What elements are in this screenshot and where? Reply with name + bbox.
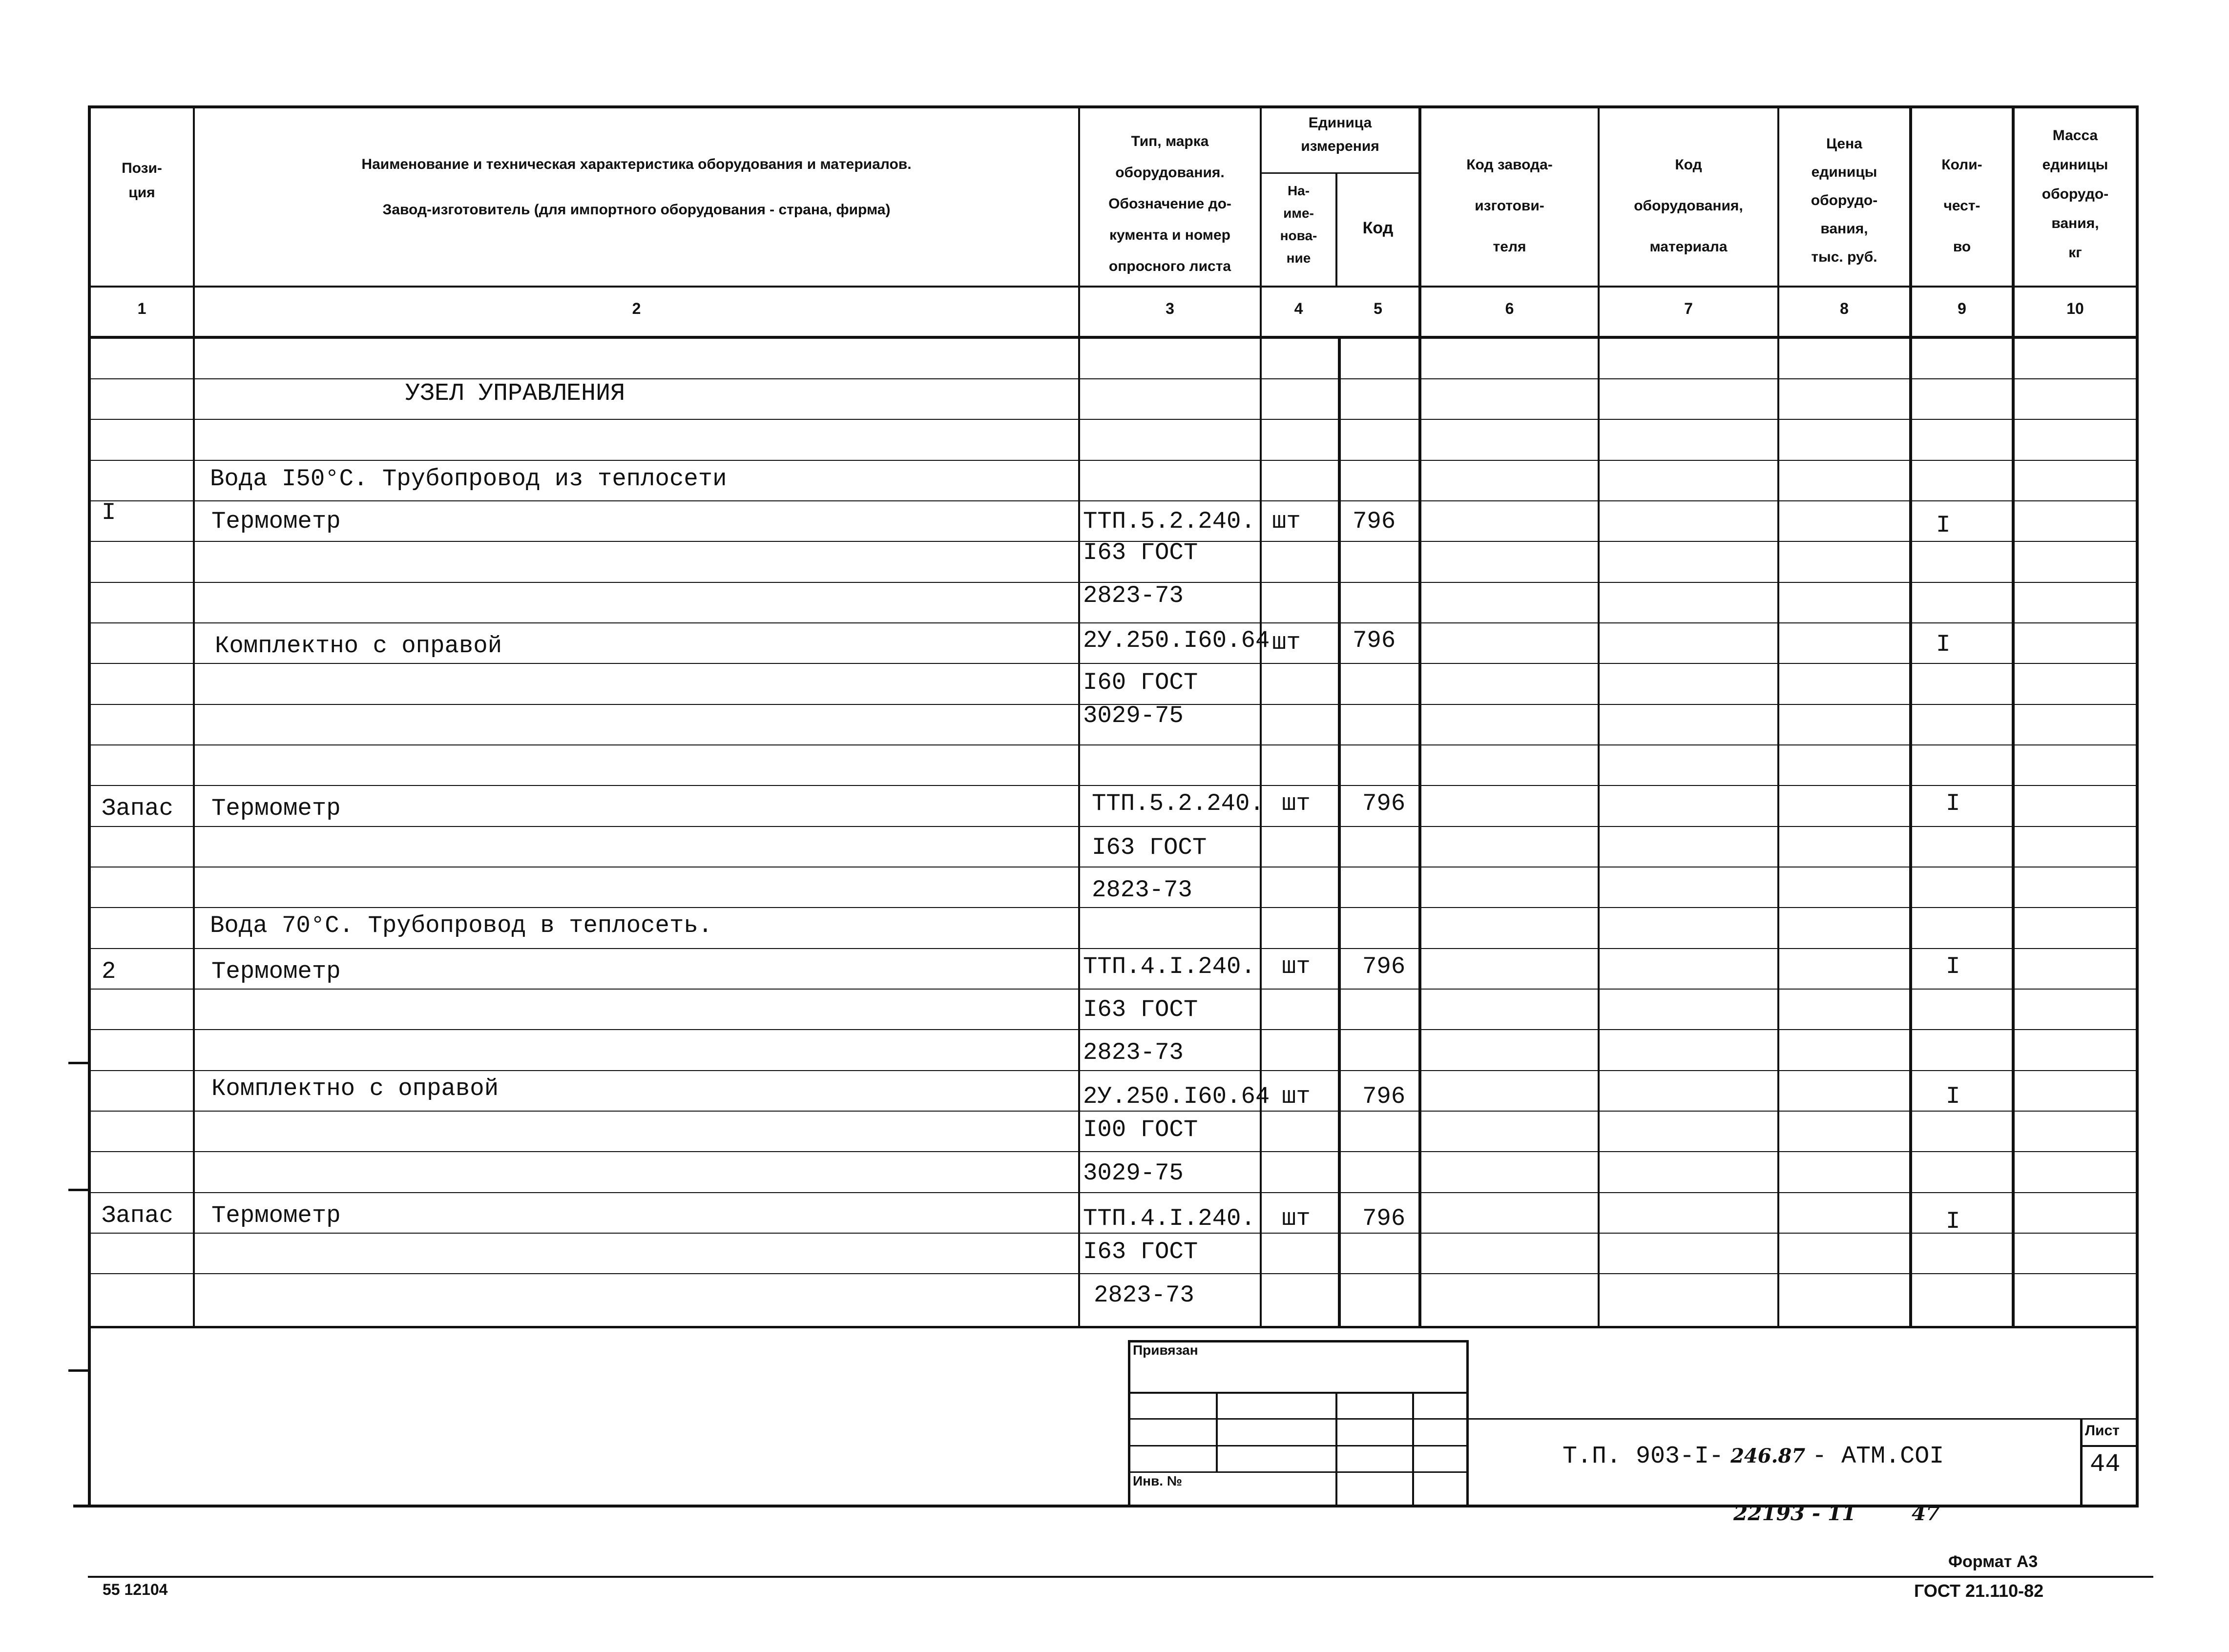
handwritten-registration-number: 22193 - 11 (1733, 1501, 1856, 1525)
row-type-line3: 2823-73 (1094, 1281, 1194, 1309)
row-type-line2: I63 ГОСТ (1083, 1238, 1198, 1265)
document-code-suffix: - АТМ.СОI (1812, 1443, 1944, 1470)
footer-rule (88, 1576, 2153, 1578)
row-type: ТТП.5.2.240. (1092, 790, 1264, 817)
row-unit-code: 796 (1353, 627, 1396, 654)
row-quantity: I (1936, 512, 1951, 539)
row-type-line2: I60 ГОСТ (1083, 669, 1198, 696)
row-type: ТТП.4.I.240. (1083, 1205, 1255, 1232)
header-name-line2: Завод-изготовитель (для импортного оборудования - страна, фирма) (382, 202, 891, 218)
column-number: 8 (1840, 300, 1849, 317)
row-unit: шт (1282, 790, 1311, 817)
row-type-line2: I63 ГОСТ (1083, 539, 1198, 566)
stamp-privyazan-label: Привязан (1133, 1342, 1198, 1358)
row-type: ТТП.5.2.240. (1083, 508, 1255, 535)
column-number: 4 (1294, 300, 1303, 317)
section-title: УЗЕЛ УПРАВЛЕНИЯ (405, 380, 625, 408)
header-unit-code: Код (1362, 219, 1394, 237)
header-unit-group: Единица измерения (1301, 115, 1379, 154)
row-unit-code: 796 (1362, 953, 1406, 980)
header-unit-mass: Масса единицы оборудо- вания, кг (2042, 127, 2109, 261)
header-equipment-code: Код оборудования, материала (1634, 157, 1743, 255)
row-type-line2: I63 ГОСТ (1092, 834, 1207, 861)
row-unit: шт (1282, 1083, 1311, 1110)
handwritten-sheet-count: 47 (1912, 1501, 1940, 1525)
row-type-line3: 3029-75 (1083, 702, 1184, 729)
header-unit-price: Цена единицы оборудо- вания, тыс. руб. (1811, 136, 1878, 265)
gost-standard: ГОСТ 21.110-82 (1914, 1581, 2044, 1601)
row-unit-code: 796 (1362, 790, 1406, 817)
row-position: Запас (102, 1202, 174, 1229)
document-code-handwritten: 246.87 (1730, 1445, 1806, 1467)
row-type-line2: I00 ГОСТ (1083, 1116, 1198, 1143)
column-number: 6 (1505, 300, 1514, 317)
header-factory-code: Код завода- изготови- теля (1466, 157, 1553, 255)
margin-mark (68, 1189, 91, 1191)
row-type-line3: 2823-73 (1083, 1039, 1184, 1066)
column-number: 1 (137, 300, 146, 317)
row-quantity: I (1946, 1083, 1960, 1110)
row-name: Комплектно с оправой (215, 632, 502, 660)
sheet-number: 44 (2090, 1450, 2121, 1479)
row-position: Запас (102, 795, 174, 822)
row-position: 2 (102, 958, 116, 985)
row-name: Комплектно с оправой (211, 1075, 499, 1102)
row-type-line3: 3029-75 (1083, 1159, 1184, 1187)
header-name-line1: Наименование и техническая характеристика оборудования и материалов. (361, 156, 912, 172)
row-unit: шт (1282, 1205, 1311, 1232)
row-quantity: I (1936, 631, 1951, 658)
row-position: I (102, 499, 116, 526)
row-quantity: I (1946, 953, 1960, 980)
margin-mark (68, 1369, 91, 1372)
margin-mark (68, 1062, 91, 1064)
paper-format: Формат А3 (1948, 1552, 2038, 1571)
row-unit: шт (1272, 508, 1301, 535)
row-type: 2У.250.I60.64 (1083, 627, 1270, 654)
row-name: Термометр (211, 795, 341, 822)
left-code: 55 12104 (103, 1581, 168, 1598)
row-name: Термометр (211, 1202, 341, 1229)
row-unit-code: 796 (1362, 1205, 1406, 1232)
row-name: Термометр (211, 958, 341, 985)
row-type-line3: 2823-73 (1092, 876, 1192, 904)
stamp-inventory-label: Инв. № (1133, 1473, 1183, 1488)
column-number: 5 (1374, 300, 1382, 317)
sheet-label: Лист (2085, 1423, 2120, 1439)
subsection-water-150: Вода I50°C. Трубопровод из теплосети (210, 465, 727, 493)
row-type: ТТП.4.I.240. (1083, 953, 1255, 980)
column-number: 3 (1166, 300, 1174, 317)
header-position: Пози- ция (122, 160, 162, 201)
column-number: 10 (2066, 300, 2084, 317)
row-unit: шт (1282, 953, 1311, 980)
header-type: Тип, марка оборудования. Обозначение до- кумента и номер опросного листа (1108, 133, 1231, 274)
column-number: 7 (1684, 300, 1693, 317)
row-quantity: I (1946, 790, 1960, 817)
document-code-prefix: Т.П. 903-I- (1562, 1443, 1724, 1470)
row-unit-code: 796 (1362, 1083, 1406, 1110)
header-quantity: Коли- чест- во (1941, 157, 1982, 255)
row-type-line3: 2823-73 (1083, 582, 1184, 609)
row-unit: шт (1272, 629, 1301, 656)
subsection-water-70: Вода 70°C. Трубопровод в теплосеть. (210, 912, 713, 939)
header-unit-name: На- име- нова- ние (1280, 183, 1317, 266)
row-unit-code: 796 (1353, 508, 1396, 535)
column-number: 9 (1958, 300, 1966, 317)
document-code (1562, 1443, 1944, 1470)
column-number: 2 (632, 300, 641, 317)
row-quantity: I (1946, 1208, 1960, 1235)
row-name: Термометр (211, 508, 341, 535)
row-type-line2: I63 ГОСТ (1083, 996, 1198, 1023)
row-type: 2У.250.I60.64 (1083, 1083, 1270, 1110)
